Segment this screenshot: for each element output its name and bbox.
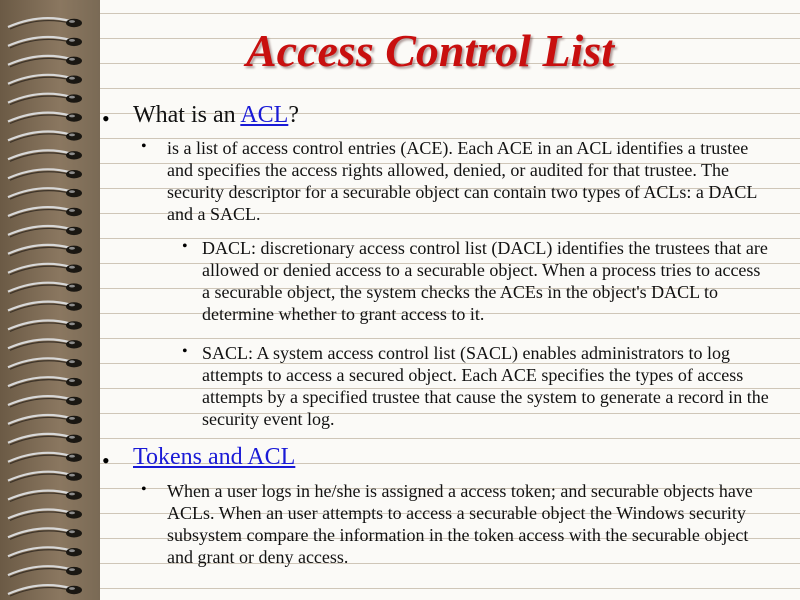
ring-hole bbox=[66, 76, 82, 84]
binding-ring bbox=[8, 339, 82, 350]
ring-highlight bbox=[69, 587, 75, 590]
ring-hole bbox=[66, 340, 82, 348]
ring-hole bbox=[66, 397, 82, 405]
binding-ring bbox=[8, 169, 82, 180]
binding-ring bbox=[8, 150, 82, 161]
ring-hole bbox=[66, 548, 82, 556]
ring-highlight bbox=[69, 39, 75, 42]
ring-highlight bbox=[69, 474, 75, 477]
question-what-is-acl bbox=[133, 101, 733, 129]
ring-hole bbox=[66, 586, 82, 594]
ring-highlight bbox=[69, 77, 75, 80]
acl-definition: is a list of access control entries (ACE). Each ACE in an ACL identifies a trustee and specifies the access rights allowed, denied, or audited for that trustee. The security descriptor for a securable object can contain two types of ACLs: a DACL and a SACL. bbox=[167, 138, 757, 224]
bullet-3: • bbox=[182, 238, 188, 255]
ring-hole bbox=[66, 510, 82, 518]
spiral-binding bbox=[0, 0, 110, 600]
ring-highlight bbox=[69, 568, 75, 571]
binding-ring bbox=[8, 113, 82, 124]
ring-hole bbox=[66, 227, 82, 235]
ring-highlight bbox=[69, 115, 75, 118]
ring-hole bbox=[66, 189, 82, 197]
ring-highlight bbox=[69, 152, 75, 155]
binding-ring bbox=[8, 377, 82, 388]
binding-ring bbox=[8, 509, 82, 520]
ring-hole bbox=[66, 151, 82, 159]
ring-hole bbox=[66, 454, 82, 462]
tokens-and-acl-link[interactable]: Tokens and ACL bbox=[133, 444, 296, 470]
binding-ring bbox=[8, 207, 82, 218]
binding-ring bbox=[8, 226, 82, 237]
ring-highlight bbox=[69, 171, 75, 174]
binding-ring bbox=[8, 547, 82, 558]
binding-ring bbox=[8, 396, 82, 407]
ring-highlight bbox=[69, 247, 75, 250]
ring-hole bbox=[66, 132, 82, 140]
binding-ring bbox=[8, 415, 82, 426]
sacl-description: SACL: A system access control list (SACL) enables administrators to log attempts to access a secured object. Each ACE specifies the types of access attempts by a specified trustee that cause the system to generate a record in the security event log. bbox=[202, 343, 769, 429]
ring-highlight bbox=[69, 96, 75, 99]
ring-hole bbox=[66, 359, 82, 367]
ring-highlight bbox=[69, 304, 75, 307]
binding-ring bbox=[8, 566, 82, 577]
dacl-description: DACL: discretionary access control list (DACL) identifies the trustees that are allowed or denied access to a securable object. When a process tries to access a securable object, the system checks the ACEs in the object's DACL to determine whether to grant access to it. bbox=[202, 238, 768, 324]
binding-ring bbox=[8, 302, 82, 313]
ring-hole bbox=[66, 567, 82, 575]
binding-ring bbox=[8, 56, 82, 67]
ring-highlight bbox=[69, 512, 75, 515]
ring-highlight bbox=[69, 58, 75, 61]
ring-hole bbox=[66, 170, 82, 178]
acl-link[interactable]: ACL bbox=[240, 102, 289, 128]
ring-hole bbox=[66, 208, 82, 216]
ring-highlight bbox=[69, 455, 75, 458]
ring-hole bbox=[66, 491, 82, 499]
binding-ring bbox=[8, 75, 82, 86]
bullet-5: • bbox=[102, 448, 110, 473]
binding-ring bbox=[8, 434, 82, 445]
ring-highlight bbox=[69, 209, 75, 212]
bullet-1: • bbox=[102, 106, 110, 131]
binding-ring bbox=[8, 245, 82, 256]
binding-ring bbox=[8, 453, 82, 464]
binding-ring bbox=[8, 472, 82, 483]
binding-ring bbox=[8, 491, 82, 502]
ring-highlight bbox=[69, 266, 75, 269]
ring-hole bbox=[66, 435, 82, 443]
binding-ring bbox=[8, 94, 82, 105]
question-suffix: ? bbox=[288, 102, 299, 128]
tokens-description: When a user logs in he/she is assigned a access token; and securable objects have ACLs. When an user attempts to access a securable object the Windows security subsystem compare the information in the token access with the securable object and grant or deny access. bbox=[167, 481, 753, 567]
ring-hole bbox=[66, 283, 82, 291]
ring-hole bbox=[66, 94, 82, 102]
binding-ring bbox=[8, 585, 82, 596]
ring-hole bbox=[66, 38, 82, 46]
binding-ring bbox=[8, 131, 82, 142]
binding-ring bbox=[8, 320, 82, 331]
ring-hole bbox=[66, 246, 82, 254]
binding-ring bbox=[8, 37, 82, 48]
ring-highlight bbox=[69, 285, 75, 288]
ring-hole bbox=[66, 113, 82, 121]
binding-ring bbox=[8, 528, 82, 539]
ring-hole bbox=[66, 19, 82, 27]
ring-highlight bbox=[69, 417, 75, 420]
ring-hole bbox=[66, 302, 82, 310]
binding-ring bbox=[8, 188, 82, 199]
ring-highlight bbox=[69, 341, 75, 344]
slide-title: Access Control List bbox=[245, 25, 615, 76]
binding-ring bbox=[8, 18, 82, 29]
ring-hole bbox=[66, 378, 82, 386]
ring-hole bbox=[66, 472, 82, 480]
ring-hole bbox=[66, 416, 82, 424]
ring-hole bbox=[66, 265, 82, 273]
bullet-4: • bbox=[182, 343, 188, 360]
tokens-and-acl-heading bbox=[133, 443, 733, 471]
binding-ring bbox=[8, 358, 82, 369]
bullet-6: • bbox=[141, 481, 147, 498]
ring-highlight bbox=[69, 379, 75, 382]
ring-hole bbox=[66, 529, 82, 537]
binding-ring bbox=[8, 264, 82, 275]
ring-hole bbox=[66, 321, 82, 329]
ring-highlight bbox=[69, 398, 75, 401]
ring-highlight bbox=[69, 20, 75, 23]
ring-highlight bbox=[69, 360, 75, 363]
ring-highlight bbox=[69, 530, 75, 533]
ring-hole bbox=[66, 57, 82, 65]
ring-highlight bbox=[69, 436, 75, 439]
ring-highlight bbox=[69, 493, 75, 496]
ring-highlight bbox=[69, 549, 75, 552]
ring-highlight bbox=[69, 134, 75, 137]
ring-highlight bbox=[69, 190, 75, 193]
binding-ring bbox=[8, 283, 82, 294]
ring-highlight bbox=[69, 228, 75, 231]
bullet-2: • bbox=[141, 138, 147, 155]
ring-highlight bbox=[69, 323, 75, 326]
question-prefix: What is an bbox=[133, 102, 241, 128]
